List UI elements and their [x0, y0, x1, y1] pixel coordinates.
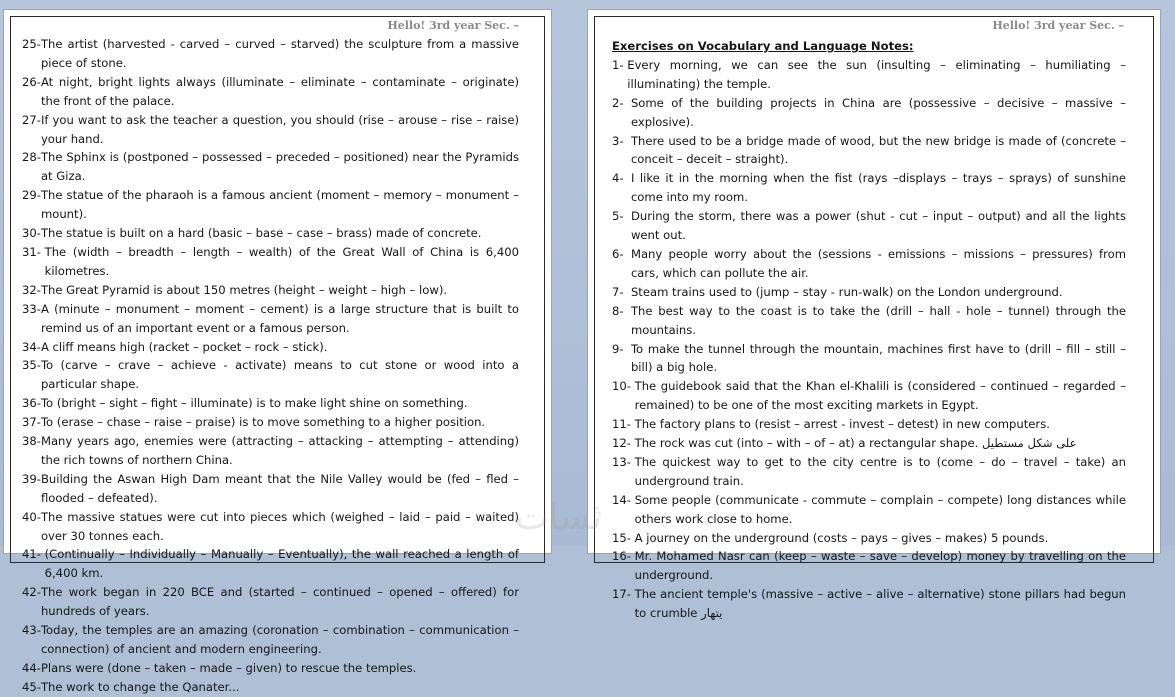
right-exercise-list — [612, 37, 1126, 623]
exercise-item — [612, 415, 1126, 434]
exercise-item — [22, 300, 519, 338]
exercise-text: The quickest way to get to the city centre is to (come – do – travel – take) an underground train. — [634, 454, 1126, 488]
exercise-number: 35- — [22, 358, 41, 373]
exercise-text: The rock was cut (into – with – of – at) a rectangular shape. على شكل مستطيل — [634, 436, 1077, 451]
exercise-text: The best way to the coast is to take the (drill – hall - hole – tunnel) through the mountains. — [630, 303, 1126, 337]
exercise-number: 13- — [612, 454, 635, 469]
exercise-item — [612, 377, 1126, 415]
exercise-item — [22, 621, 519, 659]
page-header: Hello! 3rd year Sec. – — [992, 19, 1124, 32]
exercise-item — [22, 73, 519, 111]
exercise-item — [22, 583, 519, 621]
exercise-text: Steam trains used to (jump – stay - run-walk) on the London underground. — [630, 284, 1063, 299]
exercise-number: 7- — [612, 284, 631, 299]
exercise-text: The work to change the Qanater... — [40, 679, 240, 694]
page-gap — [552, 0, 587, 546]
exercise-text: Many years ago, enemies were (attracting – attacking – attempting – attending) the rich towns of northern China. — [40, 434, 519, 467]
exercise-number: 40- — [22, 509, 41, 524]
exercise-text: The statue of the pharaoh is a famous ancient (moment – memory – monument – mount). — [40, 188, 519, 222]
exercise-number: 3- — [612, 133, 631, 148]
exercise-item — [22, 432, 519, 470]
exercise-text: The factory plans to (resist – arrest - invest – detest) in new computers. — [634, 417, 1050, 432]
exercise-text: The Great Pyramid is about 150 metres (height – weight – high – low). — [40, 282, 448, 297]
exercise-number: 2- — [612, 95, 631, 110]
watermark-logo: ثسات — [515, 497, 602, 538]
document-page-left — [3, 9, 552, 694]
exercise-text: Many people worry about the (sessions - emissions – missions – pressures) from cars, which can pollute the air. — [630, 246, 1126, 280]
exercise-item — [612, 283, 1126, 302]
exercise-text: I like it in the morning when the fist (rays –displays – trays – sprays) of sunshine come into my room. — [630, 171, 1126, 205]
exercise-number: 8- — [612, 303, 631, 318]
exercise-item — [612, 132, 1126, 170]
exercise-text: To (bright – sight – fight – illuminate) is to make light shine on something. — [40, 396, 468, 411]
exercise-number: 42- — [22, 585, 41, 600]
exercise-number: 16- — [612, 549, 635, 564]
exercise-number: 28- — [22, 150, 41, 165]
exercise-item — [612, 94, 1126, 132]
exercise-text: The work began in 220 BCE and (started – continued – opened – offered) for hundreds of years. — [40, 585, 519, 619]
exercise-number: 27- — [22, 112, 41, 127]
exercise-item — [22, 111, 519, 149]
exercise-number: 26- — [22, 74, 41, 89]
exercise-text: Some of the building projects in China are (possessive – decisive – massive – explosive). — [630, 95, 1126, 129]
exercise-item — [22, 281, 519, 300]
exercise-text: At night, bright lights always (illuminate – eliminate – contaminate – originate) the front of the palace. — [40, 74, 519, 108]
exercise-number: 45- — [22, 679, 41, 694]
exercise-item — [22, 338, 519, 357]
exercise-number: 39- — [22, 471, 41, 486]
exercise-item — [22, 678, 519, 697]
exercise-item — [22, 148, 519, 186]
exercise-text: The statue is built on a hard (basic – base – case – brass) made of concrete. — [40, 226, 482, 241]
exercise-text: The ancient temple's (massive – active – alive – alternative) stone pillars had begun to crumble يتهار — [634, 587, 1126, 621]
exercise-text: Today, the temples are an amazing (coronation – combination – communication – connection) of ancient and modern engineering. — [40, 623, 519, 656]
exercise-text: During the storm, there was a power (shut - cut – input – output) and all the lights went out. — [630, 209, 1126, 243]
exercise-number: 17- — [612, 587, 635, 602]
exercise-item — [22, 35, 519, 73]
exercise-item — [612, 434, 1126, 453]
exercise-text: A (minute – monument – moment – cement) is a large structure that is built to remind us of an important event or a famous person. — [40, 301, 519, 335]
exercise-text: Plans were (done – taken – made – given) to rescue the temples. — [40, 660, 417, 675]
exercise-text: The artist (harvested - carved – curved – starved) the sculpture from a massive piece of stone. — [40, 37, 519, 70]
exercise-item — [22, 413, 519, 432]
exercise-item — [22, 659, 519, 678]
exercise-item — [22, 545, 519, 583]
exercise-item — [22, 224, 519, 243]
exercise-number: 31- — [22, 244, 45, 259]
exercise-number: 33- — [22, 301, 41, 316]
exercise-number: 44- — [22, 660, 41, 675]
exercise-text: Building the Aswan High Dam meant that the Nile Valley would be (fed – fled – flooded – defeated). — [40, 471, 519, 505]
exercise-number: 30- — [22, 226, 41, 241]
exercise-item — [612, 529, 1126, 548]
exercise-number: 9- — [612, 341, 631, 356]
exercise-number: 10- — [612, 379, 635, 394]
exercise-text: The massive statues were cut into pieces which (weighed – laid – paid – waited) over 30 tonnes each. — [40, 509, 519, 543]
exercise-item — [22, 356, 519, 394]
exercise-number: 25- — [22, 37, 41, 51]
exercise-number: 5- — [612, 209, 631, 224]
exercise-text: Every morning, we can see the sun (insulting – eliminating – humiliating – illuminating) the temple. — [627, 57, 1126, 91]
exercise-text: Some people (communicate - commute – complain – compete) long distances while others work close to home. — [634, 492, 1126, 526]
exercise-item — [612, 302, 1126, 340]
exercise-item — [612, 453, 1126, 491]
exercise-text: A journey on the underground (costs – pays – gives – makes) 5 pounds. — [634, 530, 1049, 545]
exercise-item — [22, 470, 519, 508]
section-title: Exercises on Vocabulary and Language Notes: — [612, 39, 914, 53]
exercise-item — [22, 186, 519, 224]
exercise-text: Mr. Mohamed Nasr can (keep – waste – save – develop) money by travelling on the underground. — [634, 549, 1126, 583]
exercise-item — [612, 547, 1126, 585]
exercise-text: The (width – breadth – length – wealth) of the Great Wall of China is 6,400 kilometres. — [44, 244, 519, 278]
exercise-item — [612, 340, 1126, 378]
exercise-number: 43- — [22, 623, 41, 638]
exercise-text: To make the tunnel through the mountain, machines first have to (drill – fill – still – bill) a big hole. — [630, 341, 1126, 375]
exercise-text: There used to be a bridge made of wood, but the new bridge is made of (concrete – conceit – deceit – straight). — [630, 133, 1126, 167]
exercise-number: 14- — [612, 492, 635, 507]
exercise-text: If you want to ask the teacher a question, you should (rise – arouse – rise – raise) your hand. — [40, 112, 519, 146]
exercise-item — [22, 508, 519, 546]
exercise-item — [612, 207, 1126, 245]
exercise-number: 38- — [22, 434, 41, 449]
exercise-item — [22, 243, 519, 281]
exercise-text: To (erase – chase – raise – praise) is to move something to a higher position. — [40, 415, 486, 430]
document-page-right — [587, 9, 1161, 621]
exercise-number: 32- — [22, 282, 41, 297]
exercise-item — [612, 169, 1126, 207]
exercise-number: 12- — [612, 436, 635, 451]
exercise-number: 4- — [612, 171, 631, 186]
exercise-text: A cliff means high (racket – pocket – rock – stick). — [40, 339, 328, 354]
exercise-text: To (carve – crave – achieve - activate) means to cut stone or wood into a particular shape. — [40, 358, 519, 392]
exercise-number: 37- — [22, 415, 41, 430]
exercise-text: (Continually – Individually – Manually – Eventually), the wall reached a length of 6,400 km. — [44, 547, 519, 581]
exercise-item — [612, 491, 1126, 529]
left-exercise-list — [22, 35, 519, 697]
exercise-number: 41- — [22, 547, 45, 562]
exercise-number: 15- — [612, 530, 635, 545]
exercise-number: 6- — [612, 246, 631, 261]
exercise-item — [612, 585, 1126, 623]
exercise-number: 11- — [612, 417, 635, 432]
exercise-number: 1- — [612, 57, 628, 72]
exercise-number: 34- — [22, 339, 41, 354]
exercise-text: The guidebook said that the Khan el-Khalili is (considered – continued – regarded – remained) to be one of the most exciting markets in Egypt. — [634, 379, 1126, 413]
exercise-item — [612, 245, 1126, 283]
page-header: Hello! 3rd year Sec. – — [387, 19, 519, 32]
exercise-item — [612, 56, 1126, 94]
exercise-text: The Sphinx is (postponed – possessed – preceded – positioned) near the Pyramids at Giza. — [40, 150, 519, 184]
exercise-number: 36- — [22, 396, 41, 411]
exercise-number: 29- — [22, 188, 41, 203]
exercise-item — [22, 394, 519, 413]
